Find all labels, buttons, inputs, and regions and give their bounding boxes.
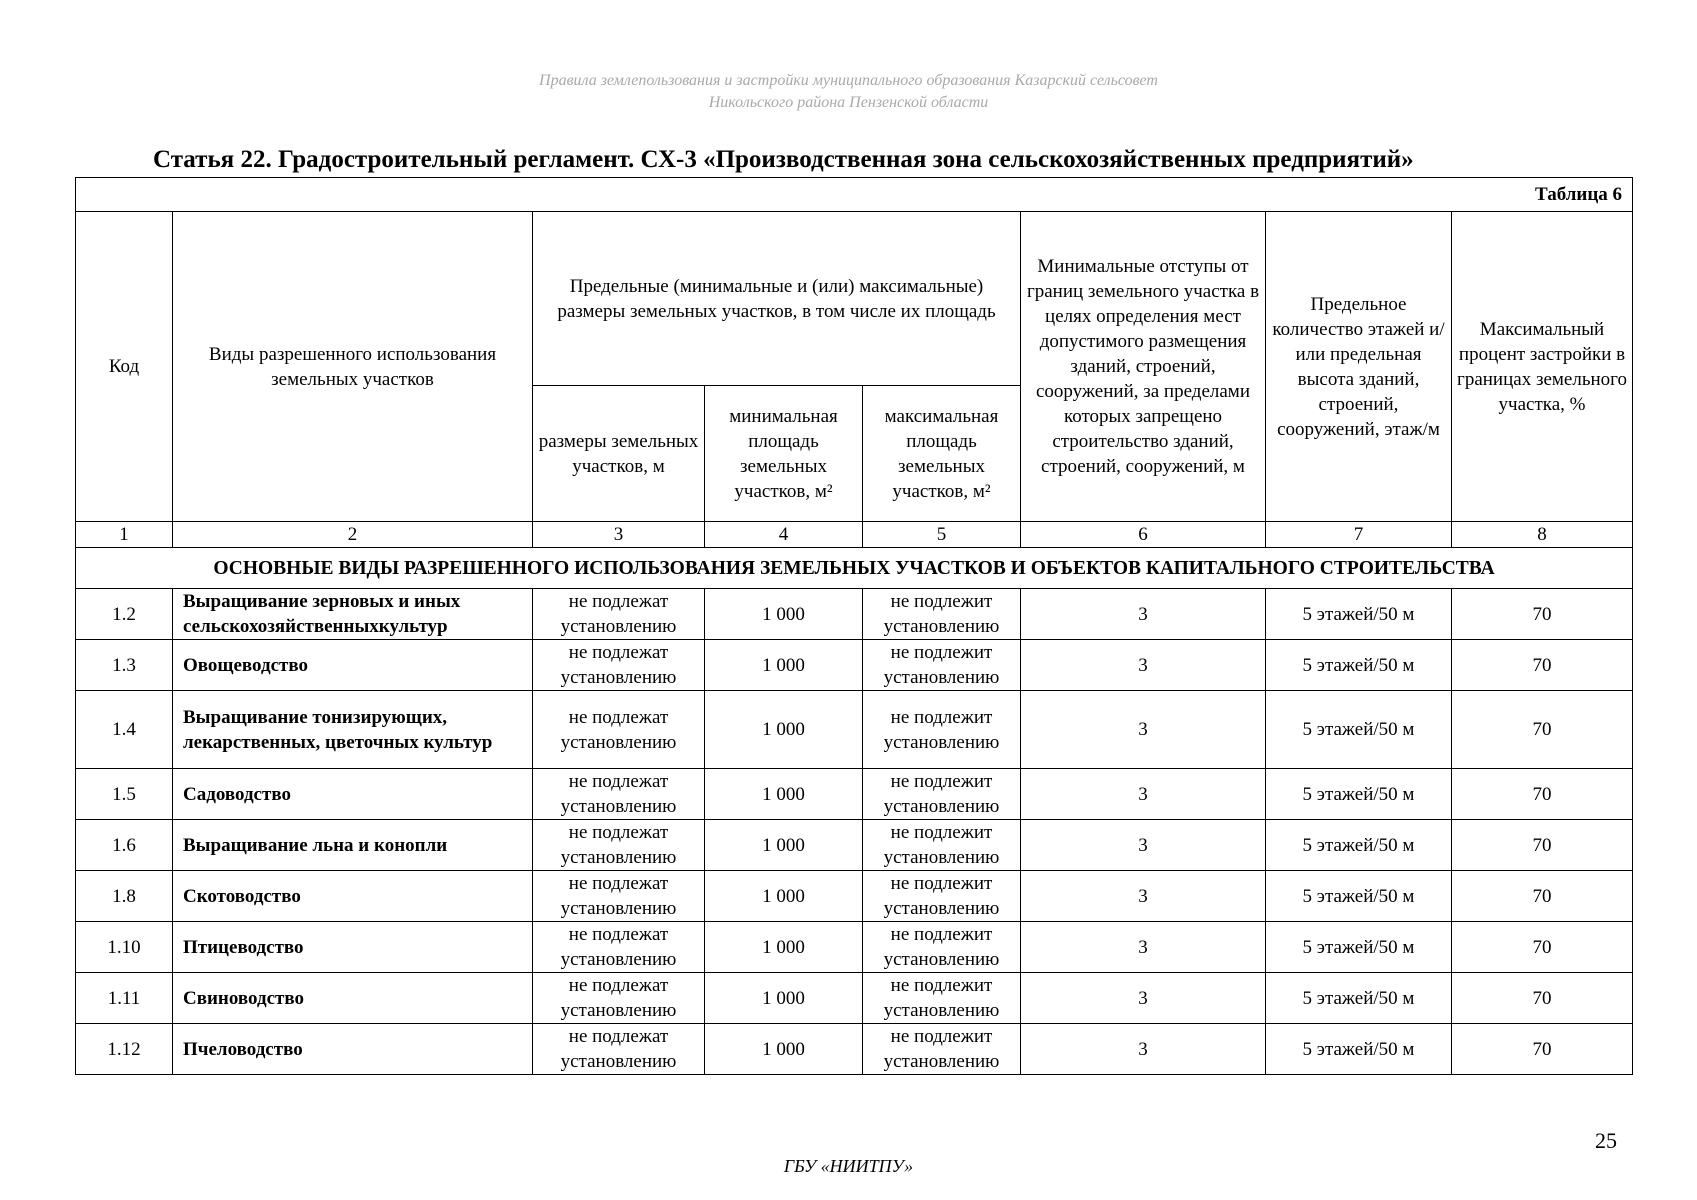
cell-floors: 5 этажей/50 м xyxy=(1266,871,1452,922)
cell-coverage: 70 xyxy=(1452,1024,1633,1075)
cell-coverage: 70 xyxy=(1452,769,1633,820)
article-title: Статья 22. Градостроительный регламент. СХ-3 «Производственная зона сельскохозяйственных предприятий» xyxy=(153,146,1414,173)
cell-code: 1.8 xyxy=(76,871,173,922)
cell-floors: 5 этажей/50 м xyxy=(1266,769,1452,820)
column-number: 7 xyxy=(1266,522,1452,548)
cell-code: 1.5 xyxy=(76,769,173,820)
cell-coverage: 70 xyxy=(1452,973,1633,1024)
table-row xyxy=(76,820,1633,871)
cell-name: Выращивание тонизирующих, лекарственных, цветочных культур xyxy=(173,691,533,769)
column-number: 1 xyxy=(76,522,173,548)
cell-setback: 3 xyxy=(1021,871,1266,922)
cell-name: Садоводство xyxy=(173,769,533,820)
page-number: 25 xyxy=(1595,1128,1617,1153)
cell-code: 1.3 xyxy=(76,640,173,691)
cell-plot-sizes: не подлежат установлению xyxy=(533,973,705,1024)
column-number: 8 xyxy=(1452,522,1633,548)
cell-floors: 5 этажей/50 м xyxy=(1266,973,1452,1024)
cell-name: Пчеловодство xyxy=(173,1024,533,1075)
cell-coverage: 70 xyxy=(1452,691,1633,769)
header-permitted-uses: Виды разрешенного использования земельных участков xyxy=(173,212,533,522)
cell-name: Овощеводство xyxy=(173,640,533,691)
header-max-area: максимальная площадь земельных участков, м² xyxy=(863,386,1021,522)
cell-min-area: 1 000 xyxy=(705,973,863,1024)
column-number-row xyxy=(76,522,1633,548)
cell-code: 1.6 xyxy=(76,820,173,871)
cell-plot-sizes: не подлежат установлению xyxy=(533,871,705,922)
cell-max-area: не подлежит установлению xyxy=(863,871,1021,922)
cell-code: 1.4 xyxy=(76,691,173,769)
cell-setback: 3 xyxy=(1021,1024,1266,1075)
cell-floors: 5 этажей/50 м xyxy=(1266,922,1452,973)
cell-min-area: 1 000 xyxy=(705,640,863,691)
table-row xyxy=(76,640,1633,691)
cell-min-area: 1 000 xyxy=(705,589,863,640)
cell-min-area: 1 000 xyxy=(705,691,863,769)
column-number: 2 xyxy=(173,522,533,548)
cell-min-area: 1 000 xyxy=(705,769,863,820)
cell-code: 1.2 xyxy=(76,589,173,640)
table-row xyxy=(76,589,1633,640)
table-row xyxy=(76,871,1633,922)
cell-min-area: 1 000 xyxy=(705,820,863,871)
cell-min-area: 1 000 xyxy=(705,1024,863,1075)
cell-max-area: не подлежит установлению xyxy=(863,820,1021,871)
table-row xyxy=(76,922,1633,973)
cell-min-area: 1 000 xyxy=(705,922,863,973)
cell-coverage: 70 xyxy=(1452,589,1633,640)
cell-floors: 5 этажей/50 м xyxy=(1266,820,1452,871)
column-number: 4 xyxy=(705,522,863,548)
header-line-1: Правила землепользования и застройки муниципального образования Казарский сельсовет xyxy=(539,72,1158,89)
regulation-table xyxy=(75,177,1633,1075)
cell-name: Выращивание зерновых и иных сельскохозяйственныхкультур xyxy=(173,589,533,640)
cell-floors: 5 этажей/50 м xyxy=(1266,1024,1452,1075)
header-setback: Минимальные отступы от границ земельного участка в целях определения мест допустимого размещения зданий, строений, сооружений, за пределами которых запрещено строительство зданий, строений, сооружений, м xyxy=(1021,212,1266,522)
cell-max-area: не подлежит установлению xyxy=(863,1024,1021,1075)
cell-name: Скотоводство xyxy=(173,871,533,922)
cell-max-area: не подлежит установлению xyxy=(863,589,1021,640)
cell-setback: 3 xyxy=(1021,769,1266,820)
cell-plot-sizes: не подлежат установлению xyxy=(533,769,705,820)
cell-code: 1.12 xyxy=(76,1024,173,1075)
header-size-limits: Предельные (минимальные и (или) максимальные) размеры земельных участков, в том числе их площадь xyxy=(533,212,1021,386)
cell-setback: 3 xyxy=(1021,589,1266,640)
cell-plot-sizes: не подлежат установлению xyxy=(533,691,705,769)
cell-setback: 3 xyxy=(1021,922,1266,973)
column-number: 5 xyxy=(863,522,1021,548)
cell-plot-sizes: не подлежат установлению xyxy=(533,1024,705,1075)
cell-max-area: не подлежит установлению xyxy=(863,769,1021,820)
cell-code: 1.11 xyxy=(76,973,173,1024)
cell-floors: 5 этажей/50 м xyxy=(1266,589,1452,640)
cell-name: Птицеводство xyxy=(173,922,533,973)
table-label: Таблица 6 xyxy=(76,178,1633,212)
section-heading: ОСНОВНЫЕ ВИДЫ РАЗРЕШЕННОГО ИСПОЛЬЗОВАНИЯ ЗЕМЕЛЬНЫХ УЧАСТКОВ И ОБЪЕКТОВ КАПИТАЛЬНОГО СТРОИТЕЛЬСТВА xyxy=(76,548,1633,589)
header-plot-sizes: размеры земельных участков, м xyxy=(533,386,705,522)
header-floors: Предельное количество этажей и/или предельная высота зданий, строений, сооружений, этаж/м xyxy=(1266,212,1452,522)
cell-name: Выращивание льна и конопли xyxy=(173,820,533,871)
cell-setback: 3 xyxy=(1021,691,1266,769)
table-row xyxy=(76,973,1633,1024)
cell-max-area: не подлежит установлению xyxy=(863,691,1021,769)
header-line-2: Никольского района Пензенской области xyxy=(708,94,989,111)
cell-coverage: 70 xyxy=(1452,640,1633,691)
cell-max-area: не подлежит установлению xyxy=(863,973,1021,1024)
table-row xyxy=(76,769,1633,820)
cell-code: 1.10 xyxy=(76,922,173,973)
cell-plot-sizes: не подлежат установлению xyxy=(533,820,705,871)
cell-name: Свиноводство xyxy=(173,973,533,1024)
cell-coverage: 70 xyxy=(1452,820,1633,871)
column-number: 6 xyxy=(1021,522,1266,548)
cell-coverage: 70 xyxy=(1452,922,1633,973)
cell-setback: 3 xyxy=(1021,973,1266,1024)
header-min-area: минимальная площадь земельных участков, м² xyxy=(705,386,863,522)
cell-coverage: 70 xyxy=(1452,871,1633,922)
cell-plot-sizes: не подлежат установлению xyxy=(533,640,705,691)
cell-setback: 3 xyxy=(1021,640,1266,691)
running-header xyxy=(0,70,1697,114)
cell-min-area: 1 000 xyxy=(705,871,863,922)
table-row xyxy=(76,691,1633,769)
cell-max-area: не подлежит установлению xyxy=(863,922,1021,973)
footer: ГБУ «НИИТПУ» xyxy=(783,1156,914,1176)
header-code: Код xyxy=(76,212,173,522)
cell-floors: 5 этажей/50 м xyxy=(1266,640,1452,691)
cell-floors: 5 этажей/50 м xyxy=(1266,691,1452,769)
cell-max-area: не подлежит установлению xyxy=(863,640,1021,691)
column-number: 3 xyxy=(533,522,705,548)
cell-plot-sizes: не подлежат установлению xyxy=(533,922,705,973)
header-coverage: Максимальный процент застройки в границах земельного участка, % xyxy=(1452,212,1633,522)
cell-setback: 3 xyxy=(1021,820,1266,871)
cell-plot-sizes: не подлежат установлению xyxy=(533,589,705,640)
table-row xyxy=(76,1024,1633,1075)
